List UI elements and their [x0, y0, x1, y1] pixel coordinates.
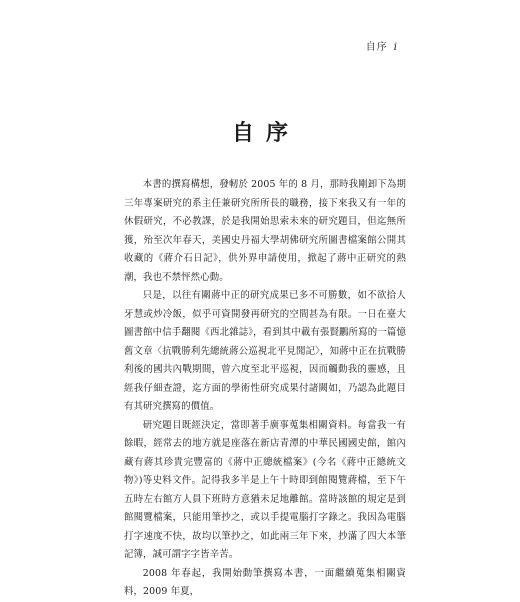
chapter-title: 自序: [231, 120, 300, 146]
paragraph: 只是，以往有關蔣中正的研究成果已多不可勝數，如不欲拾人牙慧或炒冷飯，似乎可資開發再研究的空間甚為有限。一日在臺大圖書館中信手翻閱《西北雜誌》，看到其中載有張賢鸝所寫的一篇憶舊文章〈抗戰勝利先總統蔣公巡視北平見聞記〉，知蔣中正在抗戰勝利後的國共內戰期間，曾六度至北平巡視，因而觸動我的靈感，且經我仔細查證，迄方面的學術性研究成果付諸闕如，乃認為此題目有其研究撰寫的價值。: [124, 290, 406, 412]
paragraph: 本書的撰寫構想，發軔於 2005 年的 8 月，那時我剛卸下為期三年專案研究的系主任兼研究所所長的職務，接下來我又有一年的休假研究，不必教課，於是我開始思索未來的研究題目，但迄無所獲，殆至次年春天，美國史丹福大學胡佛研究所圖書檔案館公開其收藏的《蔣介石日記》，供外界申請使用，掀起了蔣中正研究的熱潮，我也不禁怦然心動。: [124, 179, 406, 283]
running-header: [366, 38, 398, 53]
preface-body: [124, 176, 406, 602]
running-title: 自序: [365, 42, 388, 53]
page-number: i: [393, 42, 398, 53]
paragraph: 2008 年春起，我開始動筆撰寫本書，一面繼續蒐集相關資料，2009 年夏，: [124, 567, 406, 597]
paragraph: 研究題目既經決定，當即著手廣事蒐集相關資料。每當我一有餘暇，經常去的地方就是座落在新店青潭的中華民國國史館，館內藏有蔣其珍貴完豐富的《蔣中正總統檔案》(今名《蔣中正總統文物》)等史料文件。記得我多半是上午十時即到館閱覽蔣檔，至下午五時左右館方人員下班時方意猶未足地離館。當時該館的規定是到館閱覽檔案，只能用筆抄之，或以手提電腦打字錄之。我因為電腦打字速度不快，故均以筆抄之，如此兩三年下來，抄滿了四大本筆記簿，誠可謂字字皆辛苦。: [124, 419, 406, 560]
